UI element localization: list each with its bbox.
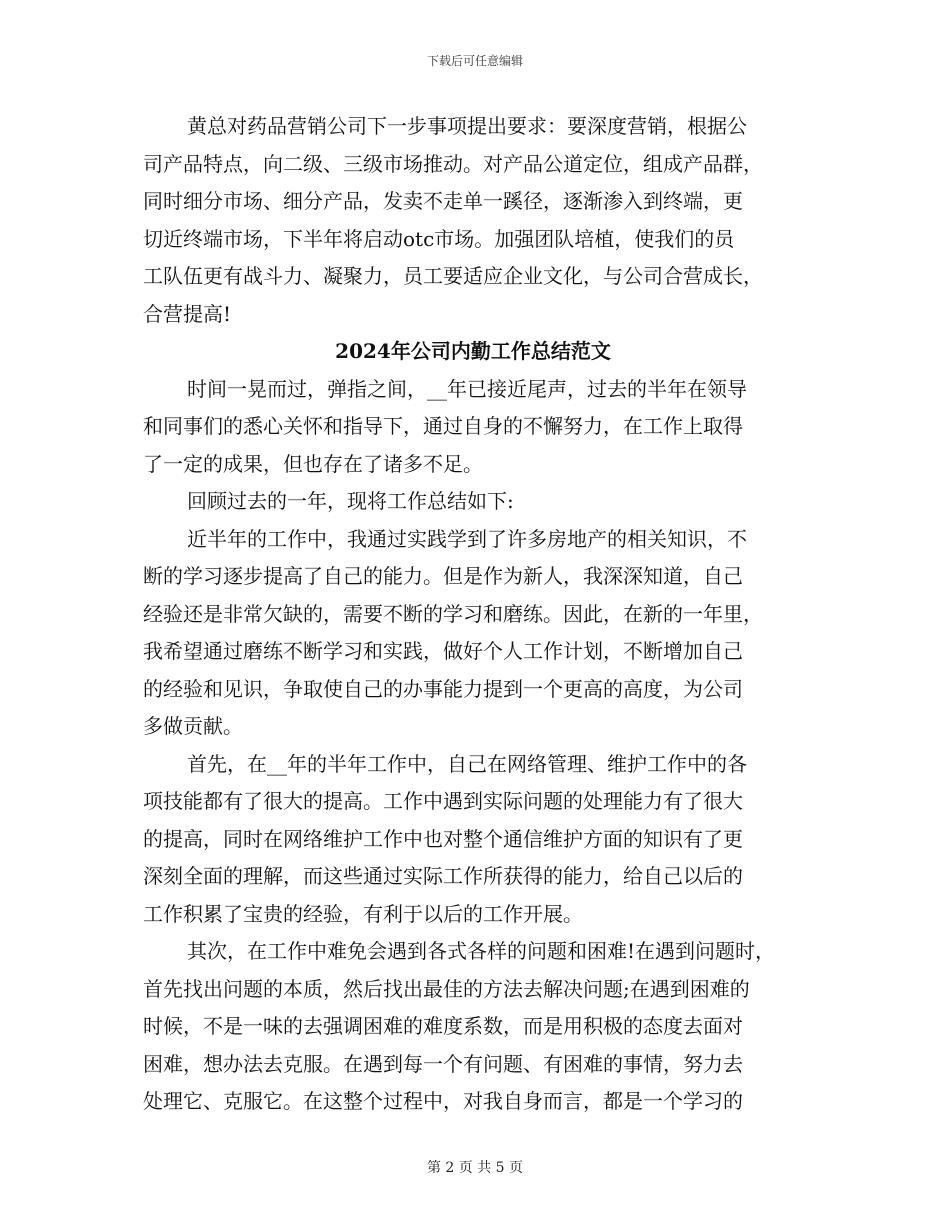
text-line: 其次，在工作中难免会遇到各式各样的问题和困难!在遇到问题时， xyxy=(187,939,776,963)
text-line: 合营提高! xyxy=(143,301,232,326)
text-line: 困难，想办法去克服。在遇到每一个有问题、有困难的事情，努力去 xyxy=(143,1051,743,1076)
text-line: 断的学习逐步提高了自己的能力。但是作为新人，我深深知道，自己 xyxy=(143,564,743,588)
text-line: 处理它、克服它。在这整个过程中，对我自身而言，都是一个学习的 xyxy=(143,1089,743,1113)
text-line: 首先，在__年的半年工作中，自己在网络管理、维护工作中的各 xyxy=(187,751,747,776)
text-line: 和同事们的悉心关怀和指导下，通过自身的不懈努力，在工作上取得 xyxy=(143,414,743,438)
text-line: 工队伍更有战斗力、凝聚力，员工要适应企业文化，与公司合营成长， xyxy=(143,264,763,288)
page-footer: 第 2 页 共 5 页 xyxy=(426,1160,524,1176)
text-line: 多做贡献。 xyxy=(143,714,243,738)
text-line: 近半年的工作中，我通过实践学到了许多房地产的相关知识，不 xyxy=(187,526,747,551)
text-line: 首先找出问题的本质，然后找出最佳的方法去解决问题;在遇到困难的 xyxy=(143,976,750,1001)
text-line: 经验还是非常欠缺的，需要不断的学习和磨练。因此，在新的一年里， xyxy=(143,601,763,626)
text-line: 时间一晃而过，弹指之间，__年已接近尾声，过去的半年在领导 xyxy=(187,376,747,401)
text-line: 深刻全面的理解，而这些通过实际工作所获得的能力，给自己以后的 xyxy=(143,864,743,888)
section-title: 2024年公司内勤工作总结范文 xyxy=(335,339,611,363)
text-line: 的经验和见识，争取使自己的办事能力提到一个更高的高度，为公司 xyxy=(143,676,743,701)
text-line: 工作积累了宝贵的经验，有利于以后的工作开展。 xyxy=(143,901,583,926)
text-line: 司产品特点，向二级、三级市场推动。对产品公道定位，组成产品群， xyxy=(143,151,763,176)
text-line: 我希望通过磨练不断学习和实践，做好个人工作计划，不断增加自己 xyxy=(143,639,743,663)
text-line: 同时细分市场、细分产品，发卖不走单一蹊径，逐渐渗入到终端，更 xyxy=(143,189,743,213)
text-line: 黄总对药品营销公司下一步事项提出要求：要深度营销，根据公 xyxy=(187,114,747,138)
document-body xyxy=(143,108,803,1121)
text-line: 回顾过去的一年，现将工作总结如下: xyxy=(187,489,514,513)
page-header: 下载后可任意编辑 xyxy=(426,54,523,68)
text-line: 切近终端市场，下半年将启动otc市场。加强团队培植，使我们的员 xyxy=(143,226,735,251)
text-line: 的提高，同时在网络维护工作中也对整个通信维护方面的知识有了更 xyxy=(143,826,743,851)
text-line: 时候，不是一味的去强调困难的难度系数，而是用积极的态度去面对 xyxy=(143,1014,743,1038)
text-line: 项技能都有了很大的提高。工作中遇到实际问题的处理能力有了很大 xyxy=(143,789,743,813)
text-line: 了一定的成果，但也存在了诸多不足。 xyxy=(143,451,483,476)
